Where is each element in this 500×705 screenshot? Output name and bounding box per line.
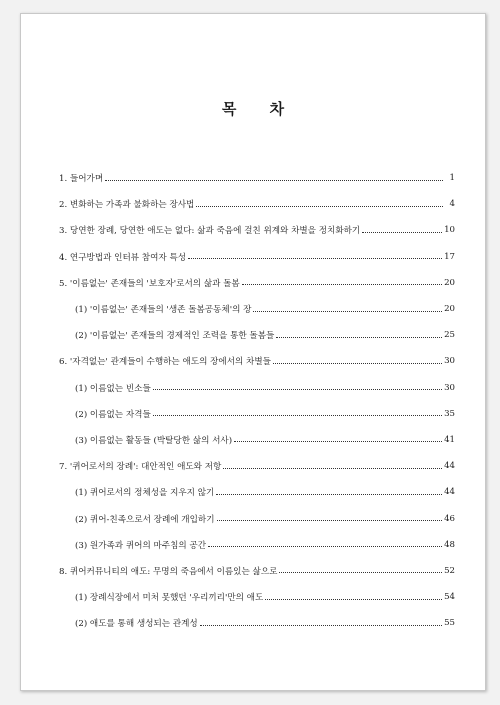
dot-leader bbox=[276, 337, 442, 338]
toc-entry-label: (2) '이름없는' 존재들의 경제적인 조력을 통한 돌봄들 bbox=[75, 331, 275, 342]
toc-page-number: 30 bbox=[444, 356, 455, 367]
toc-subentry[interactable] bbox=[59, 479, 455, 505]
dot-leader bbox=[188, 258, 442, 259]
toc-entry-label: 7. '퀴어로서의 장례': 대안적인 애도와 저항 bbox=[59, 462, 222, 473]
toc-subentry[interactable] bbox=[59, 401, 455, 427]
dot-leader bbox=[153, 389, 442, 390]
toc-page-number: 41 bbox=[444, 434, 455, 445]
toc-entry[interactable] bbox=[59, 244, 455, 270]
toc-entry-label: 8. 퀴어커뮤니티의 애도: 무명의 죽음에서 이름있는 삶으로 bbox=[59, 566, 278, 577]
dot-leader bbox=[200, 625, 442, 626]
dot-leader bbox=[216, 494, 442, 495]
toc-subentry[interactable] bbox=[59, 610, 455, 636]
toc-entry-label: (2) 퀴어-친족으로서 장례에 개입하기 bbox=[75, 514, 215, 525]
toc-subentry[interactable] bbox=[59, 584, 455, 610]
toc-page-number: 54 bbox=[444, 592, 455, 603]
dot-leader bbox=[196, 206, 443, 207]
document-page bbox=[20, 13, 486, 691]
toc-entry-label: (2) 애도를 통해 생성되는 관계성 bbox=[75, 619, 198, 630]
toc-entry-label: 3. 당연한 장례, 당연한 애도는 없다: 삶과 죽음에 걸친 위계와 차별을 정치화하기 bbox=[59, 226, 361, 237]
dot-leader bbox=[234, 441, 442, 442]
dot-leader bbox=[279, 572, 442, 573]
toc-page-number: 10 bbox=[444, 225, 455, 236]
toc-entry-label: (3) 이름없는 활동들 (박탈당한 삶의 서사) bbox=[75, 435, 233, 446]
toc-page-number: 52 bbox=[444, 565, 455, 576]
toc-page-number: 55 bbox=[444, 618, 455, 629]
toc-page-number: 30 bbox=[444, 382, 455, 393]
toc-entry[interactable] bbox=[59, 270, 455, 296]
toc-page-number: 35 bbox=[444, 408, 455, 419]
dot-leader bbox=[223, 468, 442, 469]
toc-page-number: 1 bbox=[449, 173, 455, 184]
toc-page-number: 44 bbox=[444, 461, 455, 472]
toc-subentry[interactable] bbox=[59, 296, 455, 322]
table-of-contents bbox=[59, 165, 455, 636]
toc-page-number: 48 bbox=[444, 539, 455, 550]
toc-page-number: 17 bbox=[444, 251, 455, 262]
toc-entry-label: (1) 퀴어로서의 정체성을 지우지 않기 bbox=[75, 488, 215, 499]
toc-entry[interactable] bbox=[59, 453, 455, 479]
toc-page-number: 25 bbox=[444, 330, 455, 341]
toc-entry-label: (1) '이름없는' 존재들의 '생존 돌봄공동체'의 장 bbox=[75, 305, 252, 316]
toc-entry[interactable] bbox=[59, 217, 455, 243]
toc-entry[interactable] bbox=[59, 348, 455, 374]
toc-entry-label: (2) 이름없는 자격들 bbox=[75, 409, 151, 420]
dot-leader bbox=[362, 232, 442, 233]
toc-subentry[interactable] bbox=[59, 375, 455, 401]
dot-leader bbox=[217, 520, 443, 521]
toc-subentry[interactable] bbox=[59, 532, 455, 558]
toc-entry-label: 1. 들어가며 bbox=[59, 174, 104, 185]
dot-leader bbox=[273, 363, 442, 364]
dot-leader bbox=[253, 311, 442, 312]
toc-page-number: 44 bbox=[444, 487, 455, 498]
toc-subentry[interactable] bbox=[59, 322, 455, 348]
toc-entry-label: (1) 장례식장에서 미처 못했던 '우리끼리'만의 애도 bbox=[75, 593, 264, 604]
toc-entry-label: (3) 원가족과 퀴어의 마주침의 공간 bbox=[75, 540, 207, 551]
toc-subentry[interactable] bbox=[59, 427, 455, 453]
dot-leader bbox=[242, 284, 442, 285]
toc-entry[interactable] bbox=[59, 165, 455, 191]
toc-page-number: 20 bbox=[444, 277, 455, 288]
dot-leader bbox=[153, 415, 442, 416]
toc-page-number: 20 bbox=[444, 304, 455, 315]
toc-entry-label: 4. 연구방법과 인터뷰 참여자 특성 bbox=[59, 252, 187, 263]
dot-leader bbox=[265, 599, 442, 600]
dot-leader bbox=[208, 546, 442, 547]
toc-entry[interactable] bbox=[59, 558, 455, 584]
dot-leader bbox=[105, 180, 443, 181]
toc-entry-label: 5. '이름없는' 존재들의 '보호자'로서의 삶과 돌봄 bbox=[59, 278, 240, 289]
toc-page-number: 46 bbox=[444, 513, 455, 524]
toc-entry[interactable] bbox=[59, 191, 455, 217]
toc-page-number: 4 bbox=[449, 199, 455, 210]
toc-subentry[interactable] bbox=[59, 505, 455, 531]
toc-entry-label: 6. '자격없는' 관계들이 수행하는 애도의 장에서의 차별들 bbox=[59, 357, 271, 368]
page-title: 목 차 bbox=[221, 100, 299, 118]
toc-entry-label: 2. 변화하는 가족과 불화하는 장사법 bbox=[59, 200, 195, 211]
toc-entry-label: (1) 이름없는 빈소들 bbox=[75, 383, 151, 394]
